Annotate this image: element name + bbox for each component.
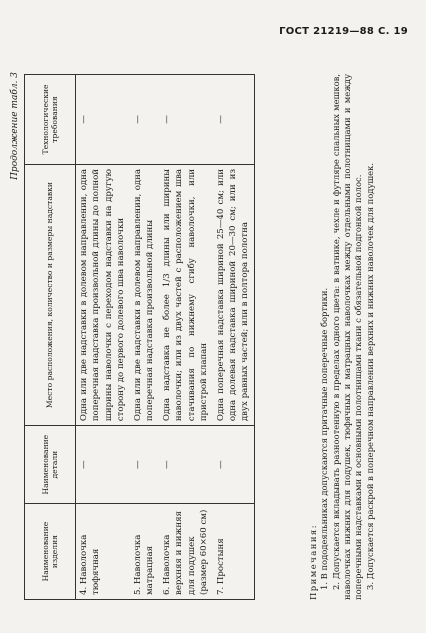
table-row bbox=[76, 75, 130, 600]
page-header: ГОСТ 21219—88 С. 19 bbox=[279, 26, 408, 37]
table-3 bbox=[24, 74, 255, 600]
col-header-product: Наименование изделия bbox=[25, 504, 76, 600]
cell-requirements: — bbox=[76, 75, 130, 165]
col-header-requirements: Технологические требования bbox=[25, 75, 76, 165]
cell-requirements: — bbox=[213, 75, 255, 165]
notes bbox=[308, 74, 376, 600]
cell-part: — bbox=[130, 426, 159, 504]
table-row bbox=[213, 75, 255, 600]
cell-placement: Одна или две надставки в долевом направлении, одна поперечная надставка произвольной длины до полной ширины наволочки с переходом надставки на другую сторону до первого долевого шва наволочки bbox=[76, 164, 130, 425]
note-item: 3. Допускается раскрой в поперечном направлении верхних и нижних наволочек для подушек. bbox=[364, 162, 375, 590]
table-row bbox=[159, 75, 213, 600]
cell-product: 5. Наволочка матрацная bbox=[130, 504, 159, 600]
col-header-part: Наименование детали bbox=[25, 426, 76, 504]
note-item: 1. В пододеяльниках допускаются притачные поперечные бортики. bbox=[319, 287, 330, 590]
table-row bbox=[130, 75, 159, 600]
table-continuation-label: Продолжение табл. 3 bbox=[10, 72, 20, 180]
cell-requirements: — bbox=[130, 75, 159, 165]
cell-part: — bbox=[76, 426, 130, 504]
cell-placement: Одна поперечная надставка шириной 25—40 см; или одна долевая надставка шириной 20—30 см; или из двух равных частей; или в полтора полотна bbox=[213, 164, 255, 425]
cell-placement: Одна или две надставки в долевом направлении, одна поперечная надставка произвольной длины bbox=[130, 164, 159, 425]
rotated-page-content bbox=[8, 68, 398, 628]
col-header-placement: Место расположения, количество и размеры надставки bbox=[25, 164, 76, 425]
table-header-row bbox=[25, 75, 76, 600]
cell-part: — bbox=[159, 426, 213, 504]
cell-placement: Одна надставка не более 1/3 длины или ширины наволочки; или из двух частей с расположением шва стачивания по нижнему сгибу наволочки, или пристрой клапан bbox=[159, 164, 213, 425]
cell-product: 6. Наволочка верхняя и нижняя для подушек (размер 60×60 см) bbox=[159, 504, 213, 600]
cell-product: 7. Простыня bbox=[213, 504, 255, 600]
notes-title: Примечания: bbox=[308, 523, 318, 600]
note-item: 2. Допускается вкладывать разноотенную в пределах одного цвета: в ватнике, чехле и футляре спальных мешков, наволочках нижних для подушек, тюфячных и матрацных наволочках между отдельными полотнищами и между поперечными надставками и основными полотнищами ткани с обязательной подгонкой полос. bbox=[330, 74, 364, 600]
cell-part: — bbox=[213, 426, 255, 504]
cell-requirements: — bbox=[159, 75, 213, 165]
cell-product: 4. Наволочка тюфячная bbox=[76, 504, 130, 600]
